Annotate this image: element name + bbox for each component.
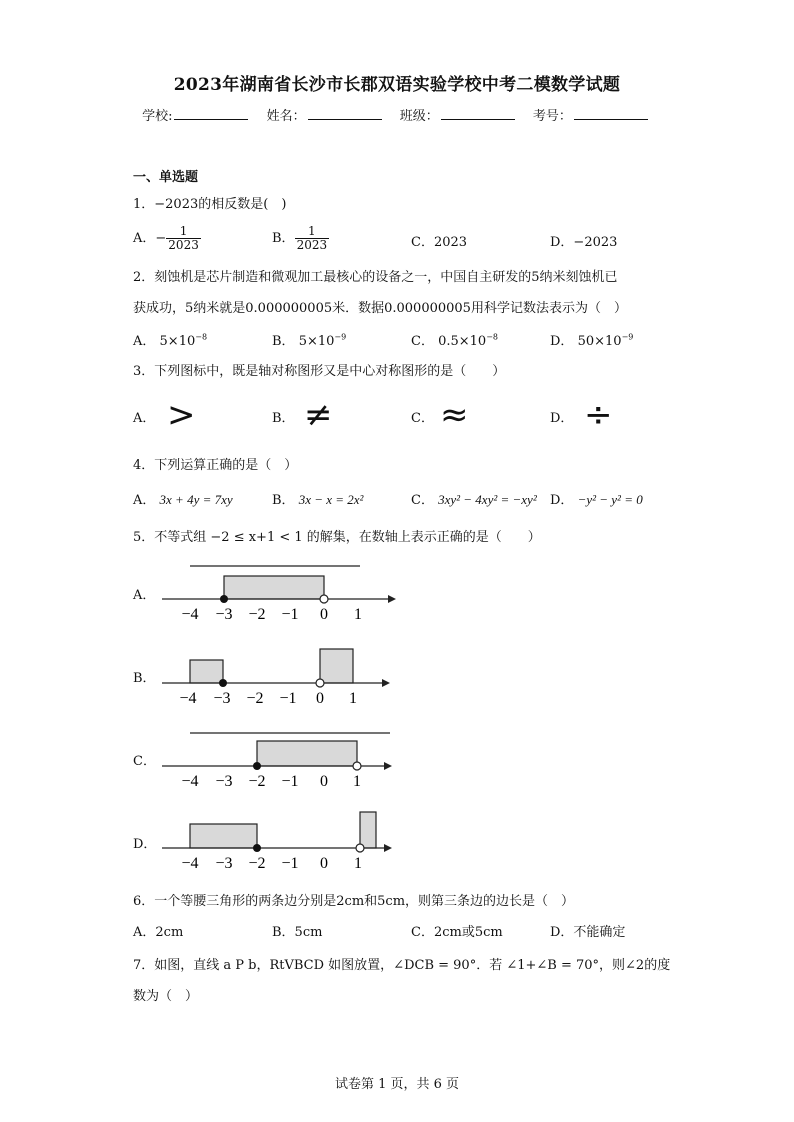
q2-d-base: 50×10 (577, 334, 622, 349)
q2-c-base: 0.5×10 (438, 334, 487, 349)
class-label: 班级： (399, 109, 439, 124)
page-footer: 试卷第 1 页，共 6 页 (334, 1077, 460, 1092)
nl-d-closed-dot (253, 844, 261, 852)
nl-a-tick-neg4: −4 (181, 606, 199, 623)
nl-c-tick-neg4: −4 (181, 773, 199, 790)
q1-b-num: 1 (295, 225, 330, 239)
q6-option-c: C．2cm或5cm (411, 925, 503, 940)
nl-c-tick-1: 1 (353, 773, 361, 790)
number-label: 考号： (532, 109, 572, 124)
q4-a-expr: 3x + 4y = 7xy (159, 492, 233, 507)
nl-d-tick-neg1: −1 (281, 855, 299, 872)
question-7-stem-line2: 数为（ ） (133, 989, 199, 1004)
q2-c-label: C． (411, 334, 434, 349)
section-title: 一、单选题 (133, 170, 199, 185)
q2-b-label: B． (272, 334, 295, 349)
nl-c-tick-neg3: −3 (215, 773, 233, 790)
nl-b-tick-1: 1 (349, 690, 357, 707)
q1-a-sign: − (155, 231, 167, 246)
nl-b-tick-0: 0 (316, 690, 324, 707)
q1-a-num: 1 (166, 225, 201, 239)
nl-b-closed-dot (219, 679, 227, 687)
q4-c-expr: 3xy² − 4xy² = −xy² (438, 492, 537, 507)
nl-a-open-dot (320, 595, 328, 603)
q3-b-label: B． (272, 411, 295, 426)
question-5-stem: 5．不等式组 −2 ≤ x+1 < 1 的解集，在数轴上表示正确的是（ ） (133, 530, 541, 545)
question-4-stem: 4．下列运算正确的是（ ） (133, 458, 298, 473)
nl-a-shaded-region (224, 576, 324, 599)
q4-d-label: D． (550, 493, 574, 508)
nl-a-tick-neg2: −2 (248, 606, 266, 623)
question-2-stem-line1: 2．刻蚀机是芯片制造和微观加工最核心的设备之一，中国自主研发的5纳米刻蚀机已 (133, 270, 618, 285)
q5-c-label: C． (133, 754, 156, 769)
q2-a-base: 5×10 (159, 334, 196, 349)
q2-a-exp: −8 (195, 332, 208, 342)
q1-b-den: 2023 (296, 238, 328, 252)
q1-a-den: 2023 (168, 238, 199, 252)
nl-c-closed-dot (253, 762, 261, 770)
nl-d-tick-1: 1 (354, 855, 362, 872)
q4-b-label: B． (272, 493, 295, 508)
nl-d-tick-0: 0 (320, 855, 328, 872)
number-line-b (162, 649, 390, 707)
question-3-stem: 3．下列图标中，既是轴对称图形又是中心对称图形的是（ ） (133, 364, 506, 379)
nl-a-tick-1: 1 (354, 606, 362, 623)
nl-d-open-dot (356, 844, 364, 852)
nl-a-tick-neg1: −1 (281, 606, 299, 623)
not-equal-symbol: ≠ (304, 395, 333, 435)
q5-d-label: D． (133, 837, 157, 852)
nl-b-tick-neg1: −1 (279, 690, 297, 707)
q5-a-label: A． (133, 588, 156, 603)
q2-a-label: A． (133, 334, 156, 349)
q1-b-label: B． (272, 231, 295, 246)
q6-option-a: A．2cm (133, 925, 184, 940)
q4-a-label: A． (133, 493, 156, 508)
number-line-d (162, 812, 392, 872)
nl-d-shaded-left (190, 824, 257, 848)
q4-d-expr: −y² − y² = 0 (577, 492, 643, 507)
nl-c-tick-0: 0 (320, 773, 328, 790)
q2-c-exp: −8 (486, 332, 498, 342)
nl-b-open-dot (316, 679, 324, 687)
question-6-stem: 6．一个等腰三角形的两条边分别是2cm和5cm，则第三条边的边长是（ ） (133, 894, 575, 909)
nl-d-tick-neg3: −3 (215, 855, 233, 872)
nl-b-shaded-right (320, 649, 353, 683)
nl-c-arrow (384, 762, 392, 770)
nl-a-arrow (388, 595, 396, 603)
nl-d-shaded-right (360, 812, 376, 848)
q6-option-b: B．5cm (272, 925, 323, 940)
page-title: 2023年湖南省长沙市长郡双语实验学校中考二模数学试题 (173, 75, 621, 95)
q3-a-label: A． (133, 411, 156, 426)
q2-b-base: 5×10 (298, 334, 335, 349)
q1-a-label: A． (133, 231, 156, 246)
number-line-c (162, 733, 392, 790)
nl-a-tick-0: 0 (320, 606, 328, 623)
q6-option-d: D．不能确定 (550, 925, 626, 940)
q5-b-label: B． (133, 671, 156, 686)
nl-a-closed-dot (220, 595, 228, 603)
q3-c-label: C． (411, 411, 434, 426)
name-label: 姓名： (266, 109, 306, 124)
nl-b-tick-neg2: −2 (246, 690, 264, 707)
question-7-stem-line1: 7．如图，直线 a P b，RtVBCD 如图放置，∠DCB = 90°．若 ∠1+∠B = 70°，则∠2的度 (133, 958, 671, 973)
nl-b-shaded-left (190, 660, 223, 683)
school-label: 学校: (142, 109, 173, 124)
question-2-stem-line2: 获成功，5纳米就是0.000000005米．数据0.000000005用科学记数法表示为（ ） (133, 301, 627, 316)
nl-b-tick-neg3: −3 (213, 690, 231, 707)
nl-c-open-dot (353, 762, 361, 770)
greater-than-symbol: > (167, 395, 196, 435)
question-1-stem: 1．−2023的相反数是( ) (133, 197, 287, 212)
nl-a-tick-neg3: −3 (215, 606, 233, 623)
number-line-a (162, 566, 396, 623)
q1-option-d: D．−2023 (550, 235, 618, 250)
nl-c-tick-neg2: −2 (248, 773, 266, 790)
division-symbol: ÷ (584, 395, 613, 435)
nl-b-tick-neg4: −4 (179, 690, 197, 707)
q4-c-label: C． (411, 493, 434, 508)
nl-d-tick-neg4: −4 (181, 855, 199, 872)
q1-option-c: C．2023 (411, 235, 468, 250)
nl-c-tick-neg1: −1 (281, 773, 299, 790)
q2-d-label: D． (550, 334, 574, 349)
nl-d-arrow (384, 844, 392, 852)
q2-d-exp: −9 (621, 332, 634, 342)
nl-b-arrow (382, 679, 390, 687)
q2-b-exp: −9 (334, 332, 347, 342)
nl-d-tick-neg2: −2 (248, 855, 266, 872)
approx-equal-symbol: ≈ (440, 395, 469, 435)
q3-d-label: D． (550, 411, 574, 426)
q4-b-expr: 3x − x = 2x² (298, 492, 364, 507)
nl-c-shaded-region (257, 741, 357, 766)
